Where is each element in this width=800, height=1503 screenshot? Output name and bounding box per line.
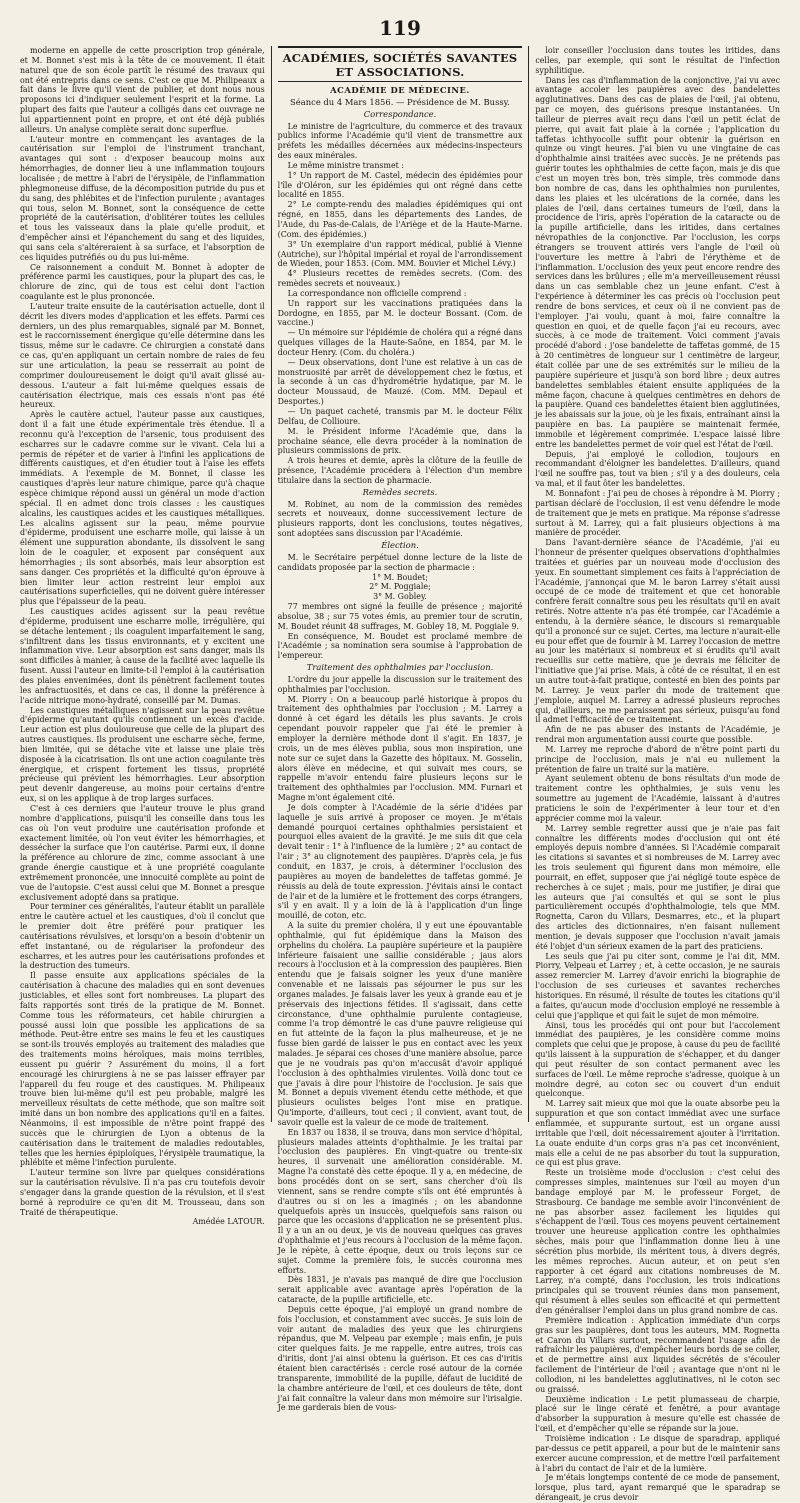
- paragraph: M. Larrey semble regretter aussi que je n'aie pas fait connaître les différents modes d'occlusion qui ont été employés depuis nombre d'années. Si l'Académie comparait les citations si savantes et si nombreuses de M. Larrey avec les trois seulement qui figurent dans mon mémoire, elle pourrait, en effet, supposer que j'ai négligé toute espèce de recherches à ce sujet ; mais, pour me justifier, je dirai que les auteurs que j'ai consultés et qui se sont le plus particulièrement occupés d'ophthalmologie, tels que MM. Rognetta, Caron du Villars, Desmarres, etc., et la plupart des articles des dictionnaires, n'en faisant nullement mention, je devais supposer que l'occlusion n'avait jamais été l'objet d'un sérieux examen de la part des praticiens.: [535, 823, 781, 951]
- paragraph: M. Piorry : On a beaucoup parlé historique à propos du traitement des ophthalmies par l'occlusion ; M. Larrey a donné à cet égard les détails les plus savants. Je crois cependant pouvoir rappeler que j'ai été le premier à employer la dernière méthode dont il s'agit. En 1837, je crois, un de mes élèves publia, sous mon inspiration, une note sur ce sujet dans la Gazette des hôpitaux. M. Gosselin, alors élève en médecine, et qui suivait mes cours, se rappelle m'avoir entendu faire plusieurs leçons sur le traitement des ophthalmies par l'occlusion. MM. Furnari et Magne m'ont également cité.: [277, 694, 523, 803]
- paragraph: Le ministre de l'agriculture, du commerce et des travaux publics informe l'Académie qu'il vient de transmettre aux préfets les médailles décernées aux médecins-inspecteurs des eaux minérales.: [277, 121, 523, 161]
- paragraph: Deuxième indication : Le petit plumasseau de charpie, placé sur le linge cératé et fenêtré, a pour avantage d'absorber la suppuration à mesure qu'elle est chassée de l'œil, et d'empêcher qu'elle se répande sur la joue.: [535, 1394, 781, 1434]
- paragraph: 2° Le compte-rendu des maladies épidémiques qui ont régné, en 1855, dans les départements des Landes, de l'Aude, du Pas-de-Calais, de l'Ariège et de la Haute-Marne. (Com. des épidémies.): [277, 200, 523, 239]
- paragraph: A trois heures et demie, après la clôture de la feuille de présence, l'Académie procédera à l'élection d'un membre titulaire dans la section de pharmacie.: [277, 456, 523, 485]
- paragraph: moderne en appelle de cette proscription trop générale, et M. Bonnet s'est mis à la tête de ce mouvement. Il était naturel que de son école partît le résumé des travaux qui ont été entrepris dans ce sens. C'est ce que M. Philipeaux a fait dans le livre qu'il vient de publier, et dont nous nous proposons ici d'indiquer seulement l'esprit et la forme. La plupart des faits que l'auteur a colligés dans cet ouvrage ne lui appartiennent point en propre, et ont été déjà publiés ailleurs. Un analyse complète serait donc superflue.: [20, 46, 265, 134]
- paragraph: Ce raisonnement a conduit M. Bonnet à adopter de préférence parmi les caustiques, pour la plupart des cas, le chlorure de zinc, qui de tous est celui dont l'action coagulante est le plus prononcée.: [20, 262, 265, 302]
- paragraph: Les caustiques métalliques n'agissent sur la peau revêtue d'épiderme qu'autant qu'ils contiennent un excès d'acide. Leur action est plus douloureuse que celle de la plupart des autres caustiques. Ils produisent une escharre sèche, ferme, bien limitée, qui se détache vite et laisse une plaie très disposée à la cicatrisation. Ils ont une action coagulante très énergique, et crispent fortement les tissus, propriété précieuse qui prévient les hémorrhagies. Leur absorption peut devenir dangereuse, au moins pour certains d'entre eux, si on les applique à de trop larges surfaces.: [20, 705, 265, 804]
- paragraph: Dès 1831, je n'avais pas manqué de dire que l'occlusion serait applicable avec avantage après l'opération de la cataracte, de la pupille artificielle, etc.: [277, 1275, 523, 1305]
- paragraph: Première indication : Application immédiate d'un corps gras sur les paupières, dont tous les auteurs, MM. Rognetta et Caron du Villars surtout, recommandent l'usage afin de rafraîchir les paupières, d'empêcher leurs bords de se coller, et de permettre ainsi aux liquides sécrétés de s'écouler facilement de l'intérieur de l'œil ; avantage que n'ont ni le collodion, ni les bandelettes agglutinatives, ni le coton sec ou graissé.: [535, 1315, 781, 1394]
- paragraph: 4° Plusieurs recettes de remèdes secrets. (Com. des remèdes secrets et nouveaux.): [277, 269, 523, 289]
- paragraph: — Deux observations, dont l'une est relative à un cas de monstruosité par arrêt de développement chez le fœtus, et la seconde à un cas d'hydrométrie hydatique, par M. le docteur Moussaud, de Mauzé. (Com. MM. Depaul et Desportes.): [277, 357, 523, 407]
- right-column: [528, 46, 786, 1503]
- paragraph: A la suite du premier choléra, il y eut une épouvantable ophthalmie, qui fut épidémique dans la Maison des orphelins du choléra. La paupière supérieure et la paupière inférieure faisaient une saillie considérable ; jaus alors recours à l'occlusion et à la compression des paupières. Bien entendu que je faisais soigner les yeux d'une manière convenable et ne laissais pas séjourner le pus sur les organes malades. Je faisais laver les yeux à grande eau et je préservais des injections fétides. Il s'agissait, dans cette circonstance, d'une ophthalmie purulente contagieuse, comme l'a trop démontré le cas d'une pauvre religieuse qui en fut atteinte de la façon la plus malheureuse, et je ne fusse bien gardé de laisser le pus en contact avec les yeux malades. Je séparai ces choses d'une manière absolue, parce que je ne voudrais pas qu'on m'accusât d'avoir appliqué l'occlusion à des ophthalmies virulentes. Voilà donc tout ce que j'avais à dire pour l'histoire de l'occlusion. Je sais que M. Bonnet a depuis vivement étendu cette méthode, et que plusieurs oculistes belges l'ont mise en pratique. Qu'importe, d'ailleurs, tout ceci ; il convient, avant tout, de savoir quelle est la valeur de ce mode de traitement.: [277, 921, 523, 1127]
- candidate-item: 3° M. Gobley.: [373, 592, 427, 602]
- paragraph: Pour terminer ces généralités, l'auteur établit un parallèle entre le cautère actuel et les caustiques, d'où il conclut que le premier doit être préféré pour pratiquer les cautérisations révulsives, et lorsqu'on a besoin d'obtenir un effet instantané, ou de régulariser la profondeur des escharres, et les autres pour les cautérisations profondes et la destruction des tumeurs.: [20, 902, 265, 971]
- left-column: [14, 46, 271, 1227]
- remedes-body: M. Robinet, au nom de la commission des remèdes secrets et nouveaux, donne successivement lecture de plusieurs rapports, dont les conclusions, toutes négatives, sont adoptées sans discussion par l'Académie.: [277, 499, 523, 539]
- paragraph: Dans l'avant-dernière séance de l'Académie, j'ai eu l'honneur de présenter quelques observations d'ophthalmies traitées et guéries par un nouveau mode d'occlusion des yeux. En soumettant simplement ces faits à l'appréciation de l'Académie, j'annonçai que M. le baron Larrey s'était aussi occupé de ce mode de traitement et que cet honorable confrère ferait connaître sous peu les résultats qu'il en avait retirés. Notre attente n'a pas été trompée, car l'Académie a entendu, à la dernière séance, le discours si remarquable qu'il a prononcé sur ce sujet. Certes, ma lecture n'aurait-elle eu pour effet que de fournir à M. Larrey l'occasion de mettre au jour les matériaux si nombreux et si érudits qu'il avait recueillis sur cette matière, que je devrais me féliciter de l'initiative que j'ai prise. Mais, à côté de ce résultat, il en est un autre tout-à-fait pratique, contesté en bien des points par M. Larrey. Je veux parler du mode de traitement que j'emploie, auquel M. Larrey a adressé plusieurs reproches qui, d'ailleurs, ne me paraissent pas sérieux, puisqu'au fond il admet l'efficacité de ce traitement.: [535, 538, 781, 725]
- remedes-heading: Remèdes secrets.: [362, 486, 438, 497]
- ophthalmie-heading: Traitement des ophthalmies par l'occlusion.: [306, 662, 494, 673]
- paragraph: M. Bonnafont : J'ai peu de choses à répondre à M. Piorry ; partisan déclaré de l'occlusion, il est venu défendre le mode de traitement que je mets en pratique. Ma réponse s'adresse surtout à M. Larrey, qui a fait plusieurs objections à ma manière de procéder.: [535, 488, 781, 538]
- paragraph: L'auteur termine son livre par quelques considérations sur la cautérisation révulsive. Il n'a pas cru toutefois devoir s'engager dans la grande question de la révulsion, et il s'est borné à reproduire ce qu'en dit M. Trousseau, dans son Traité de thérapeutique.: [20, 1168, 265, 1217]
- election-body: M. le Secrétaire perpétuel donne lecture de la liste de candidats proposée par la section de pharmacie :: [277, 552, 523, 572]
- text-columns: [14, 46, 786, 1503]
- paragraph: Les caustiques acides agissent sur la peau revêtue d'épiderme, produisent une escharre molle, irrégulière, qui se détache lentement ; ils coagulent imparfaitement le sang, s'infiltrent dans les tissus environnants, et y excitent une inflammation vive. Leur absorption est sans danger, mais ils sont difficiles à manier, à cause de la facilité avec laquelle ils fusent. Aussi l'auteur en limite-t-il l'emploi à la cautérisation des plaies envenimées, dont ils pénètrent facilement toutes les anfractuosités, et dans ce cas, il donne la préférence à l'acide nitrique mono-hydraté, conseillé par M. Dumas.: [20, 607, 265, 705]
- paragraph: Il passe ensuite aux applications spéciales de la cautérisation à chacune des maladies qui en sont devenues justiciables, et elles sont fort nombreuses. La plupart des faits rapportés sont tirés de la pratique de M. Bonnet. Comme tous les réformateurs, cet habile chirurgien a poussé aussi loin que possible les applications de sa méthode. Peut-être entre ses mains le feu et les caustiques se sont-ils trouvés employés au traitement des maladies que des traitements moins héroïques, mais moins terribles, eussent pu guérir ? Assurément du moins, il a fort encouragé les chirurgiens à ne se pas laisser effrayer par l'appareil du feu rouge et des caustiques. M. Philipeaux trouve bien lui-même qu'il est peu probable, malgré les merveilleux résultats de cette méthode, que son maître soit imité dans un bon nombre des applications qu'il en a faites. Néanmoins, il est impossible de n'être point frappé des succès que le chirurgien de Lyon a obtenus de la cautérisation dans le traitement de maladies redoutables, telles que les hernies épiploïques, l'érysipèle traumatique, la phlébite et même l'infection purulente.: [20, 971, 265, 1168]
- paragraph: Les seuls que j'ai pu citer sont, comme je l'ai dit, MM. Piorry, Velpeau et Larrey ; et, à cette occasion, je ne saurais assez remercier M. Larrey d'avoir enrichi la biographie de l'occlusion de ses curieuses et savantes recherches historiques. En résumé, il résulte de toutes les citations qu'il a faites, qu'aucun mode d'occlusion employé ne ressemble à celui que j'applique et qui fait le sujet de mon mémoire.: [535, 951, 781, 1020]
- paragraph: Ayant seulement obtenu de bons résultats d'un mode de traitement contre les ophthalmies, je suis venu les soumettre au jugement de l'Académie, laissant à d'autres praticiens le soin de l'expérimenter à leur tour et d'en apprécier comme moi la valeur.: [535, 774, 781, 823]
- paragraph: Afin de ne pas abuser des instants de l'Académie, je rendrai mon argumentation aussi courte que possible.: [535, 725, 781, 745]
- paragraph: M. Larrey sait mieux que moi que la ouate absorbe peu la suppuration et que son contact immédiat avec une surface enflammée, et suppurante surtout, est un organe aussi irritable que l'œil, doit nécessairement ajouter à l'irritation. La ouate enduite d'un corps gras n'a pas cet inconvénient, mais elle a celui de ne pas absorber du tout la suppuration, ce qui est plus grave.: [535, 1099, 781, 1168]
- author-signature: Amédée LATOUR.: [192, 1217, 265, 1227]
- paragraph: Après le cautère actuel, l'auteur passe aux caustiques, dont il a fait une étude expérimentale très étendue. Il a reconnu qu'à l'exception de l'arsenic, tous produisent des escharres sur le cadavre comme sur le vivant. Cela lui a permis de répéter et de varier à l'infini les applications de différents caustiques, et d'en étudier tout à l'aise les effets immédiats. A l'exemple de M. Bonnet, il classe les caustiques d'après leur nature chimique, parce qu'à chaque espèce chimique répond aussi un général un mode d'action spécial. Il en admet donc trois classes : les caustiques alcalins, les caustiques acides et les caustiques métalliques. Les alcalins agissent sur la peau, même pourvue d'épiderme, produisent une escharre molle, qui laisse à un élément une suppuration abondante, ils dissolvent le sang loin de le coaguler, et exposent par conséquent aux hémorrhagies ; ils sont absorbés, mais leur absorption est sans danger. Ces propriétés et la difficulté qu'on éprouve à bien limiter leur action restreint leur emploi aux cautérisations superficielles, qui ne doivent guère intéresser plus que l'épaisseur de la peau.: [20, 410, 265, 607]
- paragraph: 3° Un exemplaire d'un rapport médical, publié à Vienne (Autriche), sur l'hôpital impérial et royal de l'arrondissement de Wieden, pour 1853. (Com. MM. Bouvier et Michel Lévy.): [277, 239, 523, 269]
- paragraph: Dans les cas d'inflammation de la conjonctive, j'ai vu avec avantage accoler les paupières avec des bandelettes agglutinatives. Dans des cas de plaies de l'œil, j'ai obtenu, par ce moyen, des guérisons presque instantanées. Un tailleur de pierres avait reçu dans l'œil un petit éclat de pierre, qui avait fait plaie à la cornée ; l'application du taffetas ichthyocolle suffit pour obtenir la guérison en quinze ou vingt heures. J'ai bien vu une vingtaine de cas d'ophthalmie ainsi traitées avec succès. Je ne prétends pas guérir toutes les ophthalmies de cette façon, mais je dis que c'est un moyen très bon, très simple, très commode dans bon nombre de cas, dans les ophthalmies non purulentes, dans les plaies et les ulcérations de la cornée, dans les plaies de l'œil, dans certaines tumeurs de l'œil, dans la procidence de l'iris, après l'opération de la cataracte ou de la pupille artificielle, dans les iritides, dans certaines névropathies de la conjonctive. Par l'occlusion, les corps étrangers se trouvent attirés vers l'angle de l'œil où l'ouverture les mettre à l'abri de l'érythème et de l'inflammation. L'occlusion des yeux peut encore rendre des services dans les brûlures ; elle m'a merveilleusement réussi dans un cas semblable chez un jeune enfant. C'est à l'expérience à déterminer les cas précis où l'occlusion peut rendre de bons services, et ceux où il ne convient pas de l'employer. J'ai voulu, quant à moi, faire connaître la question en quoi, et de quelle façon j'ai eu recours, avec succès, à ce mode de traitement. Voici comment j'avais procédé d'abord : j'ose bandelette de taffetas gommé, de 15 à 20 centimètres de longueur sur 1 centimètre de largeur, était collée par une de ses extrémités sur le milieu de la paupière supérieure et jusqu'à son bord libre ; deux autres bandelettes semblables étaient ensuite appliquées de la même façon, chacune à quelques centimètres en dehors de la paupière. Quand ces bandelettes étaient bien agglutinées, je les abaissais sur la joue, où je les fixais, entraînant ainsi la paupière en bas. La paupière se maintenait fermée, immobile et légèrement comprimée. L'espace laissé libre entre les bandelettes permet de voir quel est l'état de l'œil.: [535, 75, 781, 449]
- paragraph: L'ordre du jour appelle la discussion sur le traitement des ophthalmies par l'occlusion.: [277, 674, 523, 694]
- paragraph: C'est à ces derniers que l'auteur trouve le plus grand nombre d'applications, puisqu'il les conseille dans tous les cas où l'on veut produire une cautérisation profonde et exactement limitée, où l'on veut éviter les hémorrhagies, et dessécher la surface que l'on cautérise. Parmi eux, il donne la préférence au chlorure de zinc, comme associant à une grande énergie caustique et à une propriété coagulante extrêmement prononcée, une innocuité complète au point de vue de l'autopsie. C'est aussi celui que M. Bonnet a presque exclusivement adopté dans sa pratique.: [20, 803, 265, 902]
- paragraph: — Un paquet cacheté, transmis par M. le docteur Félix Delfau, de Collioure.: [277, 407, 523, 426]
- candidate-item: 2° M. Poggiale;: [369, 582, 431, 592]
- paragraph: La correspondance non officielle comprend :: [287, 288, 467, 298]
- paragraph: L'auteur montre en commençant les avantages de la cautérisation sur l'emploi de l'instrument tranchant, avantages qui sont : d'exposer beaucoup moins aux hémorrhagies, de donner lieu à une inflammation toujours localisée ; de mettre à l'abri de l'érysipèle, de l'inflammation phlegmoneuse diffuse, de la décomposition putride du pus et du sang, des phlébites et de l'infection purulente ; avantages qui tous, selon M. Bonnet, sont la conséquence de cette propriété de la cautérisation, d'oblitérer toutes les cellules et tous les vaisseaux dans la plaie qu'elle produit, et d'empêcher ainsi et l'épanchement du sang et des liquides, qui sans cela s'altéreraient à sa surface, et l'absorption de ces liquides putréfiés ou du pus lui-même.: [20, 134, 265, 262]
- paragraph: 77 membres ont signé la feuille de présence ; majorité absolue, 38 ; sur 75 votes émis, au premier tour de scrutin, M. Boudet réunit 48 suffrages, M. Gobley 18, M. Poggiale 9.: [277, 602, 523, 631]
- paragraph: L'auteur traite ensuite de la cautérisation actuelle, dont il décrit les divers modes d'application et les effets. Parmi ces derniers, un des plus remarquables, signalé par M. Bonnet, est le raccornissement énergique qu'elle détermine dans les tissus, même sur le cadavre. Ce chirurgien a constaté dans ce cas, qu'en appliquant un certain nombre de raies de feu sur une articulation, la peau se resserrait au point de comprimer douloureusement le doigt qu'il avait glissé au-dessous. L'auteur a fait lui-même quelques essais de cautérisation électrique, mais ces essais n'ont pas été heureux.: [20, 301, 265, 410]
- correspondance-body: [278, 122, 523, 486]
- correspondance-heading: Correspondance.: [363, 108, 437, 119]
- candidate-list: [278, 573, 523, 603]
- academy-heading: ACADÉMIE DE MÉDECINE.: [330, 85, 470, 95]
- paragraph: Troisième indication : Le disque de sparadrap, appliqué par-dessus ce petit appareil, a pour but de le maintenir sans exercer aucune compression, et de mettre l'œil parfaitement à l'abri du contact de l'air et de la lumière.: [535, 1433, 781, 1473]
- paragraph: loir conseiller l'occlusion dans toutes les iritides, dans celles, par exemple, qui sont le résultat de l'infection syphilitique.: [535, 46, 781, 75]
- paragraph: En conséquence, M. Boudet est proclamé membre de l'Académie ; sa nomination sera soumise à l'approbation de l'empereur.: [277, 631, 523, 661]
- paragraph: Je dois compter à l'Académie de la série d'idées par laquelle je suis arrivé à proposer ce moyen. Je m'étais demandé pourquoi certaines ophthalmies persistaient et pourquoi elles avaient de la gravité. Je me suis dit que cela devait tenir : 1° à l'influence de la lumière ; 2° au contact de l'air ; 3° au clignotement des paupières. D'après cela, je fus conduit, en 1837, je crois, à déterminer l'occlusion des paupières au moyen de bandelettes de taffetas gommé. Je réussis au delà de toute expression. J'évitais ainsi le contact de l'air et de la lumière et le frottement des corps étrangers, s'il y en avait. Il y a loin de là à l'application d'un linge mouillé, de coton, etc.: [277, 802, 523, 921]
- middle-column: [271, 46, 529, 1413]
- section-title: ACADÉMIES, SOCIÉTÉS SAVANTES ET ASSOCIATIONS.: [278, 46, 523, 82]
- paragraph: M. le Président informe l'Académie que, dans la prochaine séance, elle devra procéder à la nomination de plusieurs commissions de prix.: [277, 426, 523, 456]
- paragraph: 1° Un rapport de M. Castel, médecin des épidémies pour l'île d'Oléron, sur les épidémies qui ont régné dans cette localité en 1855.: [277, 170, 523, 200]
- election-results: [278, 602, 523, 661]
- paragraph: Depuis, j'ai employé le collodion, toujours en recommandant d'éloigner les bandelettes. D'ailleurs, quand l'œil ne souffre pas, tout va bien ; s'il y a des douleurs, cela va mal, et il faut ôter les bandelettes.: [535, 449, 781, 489]
- paragraph: En 1837 ou 1838, il se trouva, dans mon service d'hôpital, plusieurs malades atteints d'ophthalmie. Je les traitai par l'occlusion des paupières. En vingt-quatre ou trente-six heures, il survenait une amélioration considérable. M. Magne l'a constaté dès cette époque. Il y a, en médecine, de bons procédés dont on se sert, sans chercher d'où ils viennent, sans se rendre compte s'ils ont été empruntés à d'autres ou si on les a imaginés ; on les abandonne quelquefois après un insuccès, quelquefois sans raison ou parce que les occasions d'application ne se présentent plus. Il y a un an ou deux, je vis de nouveau quelques cas graves d'ophthalmie et j'eus recours à l'occlusion de la même façon. Je le répète, à cette époque, deux ou trois leçons sur ce sujet. Comme la première fois, le succès couronna mes efforts.: [277, 1127, 523, 1275]
- election-heading: Élection.: [381, 539, 419, 550]
- paragraph: Un rapport sur les vaccinations pratiquées dans la Dordogne, en 1855, par M. le docteur Bossant. (Com. de vaccine.): [277, 298, 523, 328]
- paragraph: Je m'étais longtemps contenté de ce mode de pansement, lorsque, plus tard, ayant remarqué que le sparadrap se dérangeait, je crus devoir: [535, 1473, 781, 1503]
- session-line: Séance du 4 Mars 1856. — Présidence de M. Bussy.: [290, 96, 510, 107]
- paragraph: — Un mémoire sur l'épidémie de choléra qui a régné dans quelques villages de la Haute-Saône, en 1854, par M. le docteur Henry. (Com. du choléra.): [277, 328, 523, 357]
- ophthalmie-discussion: [278, 675, 523, 1413]
- paragraph: Reste un troisième mode d'occlusion : c'est celui des compresses simples, maintenues sur l'œil au moyen d'un bandage employé par M. le professeur Forget, de Strasbourg. Ce bandage me semble avoir l'inconvénient de ne pas absorber assez facilement les liquides qui s'échappent de l'œil. Tous ces moyens peuvent certainement trouver une heureuse application contre les ophthalmies sèches, mais pour que l'inflammation donne lieu à une sécrétion plus morbide, ils méritent tous, à divers degrés, les mêmes reproches. Aucun auteur, et on peut s'en rapporter à cet égard aux citations nombreuses de M. Larrey, n'a compté, dans l'occlusion, les trois indications principales qui se trouvent réunies dans mon pansement, qui résument à elles seules son efficacité et qui permettent d'en généraliser l'emploi dans un plus grand nombre de cas.: [535, 1168, 781, 1315]
- paragraph: Ainsi, tous les procédés qui ont pour but l'accolement immédiat des paupières, je les considère comme moins complets que celui que je propose, à cause du peu de facilité qu'ils laissent à la suppuration de s'échapper, et du danger qui peut résulter de son contact permanent avec les surfaces de l'œil. Le même reproche s'adresse, quoique à un moindre degré, au coton sec ou couvert d'un enduit quelconque.: [535, 1020, 781, 1099]
- page-number: 119: [379, 16, 421, 40]
- paragraph: Le même ministre transmet :: [287, 160, 404, 170]
- paragraph: Depuis cette époque, j'ai employé un grand nombre de fois l'occlusion, et constamment avec succès. Je suis loin de voir autant de maladies des yeux que les chirurgiens répandus, que M. Velpeau par exemple ; mais enfin, je puis citer quelques faits. Je me rappelle, entre autres, trois cas d'iritis, dont j'ai ainsi obtenu la guérison. Et ces cas d'iritis étaient bien caractérisés : cercle rosé autour de la cornée transparente, immobilité de la pupille, défaut de lucidité de la chambre antérieure de l'œil, et ces douleurs de tête, dont j'ai fait connaître la valeur dans mon mémoire sur l'irisalgie. Je me garderais bien de vous-: [277, 1304, 523, 1413]
- paragraph: M. Larrey me reproche d'abord de n'être point parti du principe de l'occlusion, mais je n'ai eu nullement la prétention de faire un traité sur la matière.: [535, 744, 781, 774]
- candidate-item: 1° M. Boudet;: [372, 572, 428, 582]
